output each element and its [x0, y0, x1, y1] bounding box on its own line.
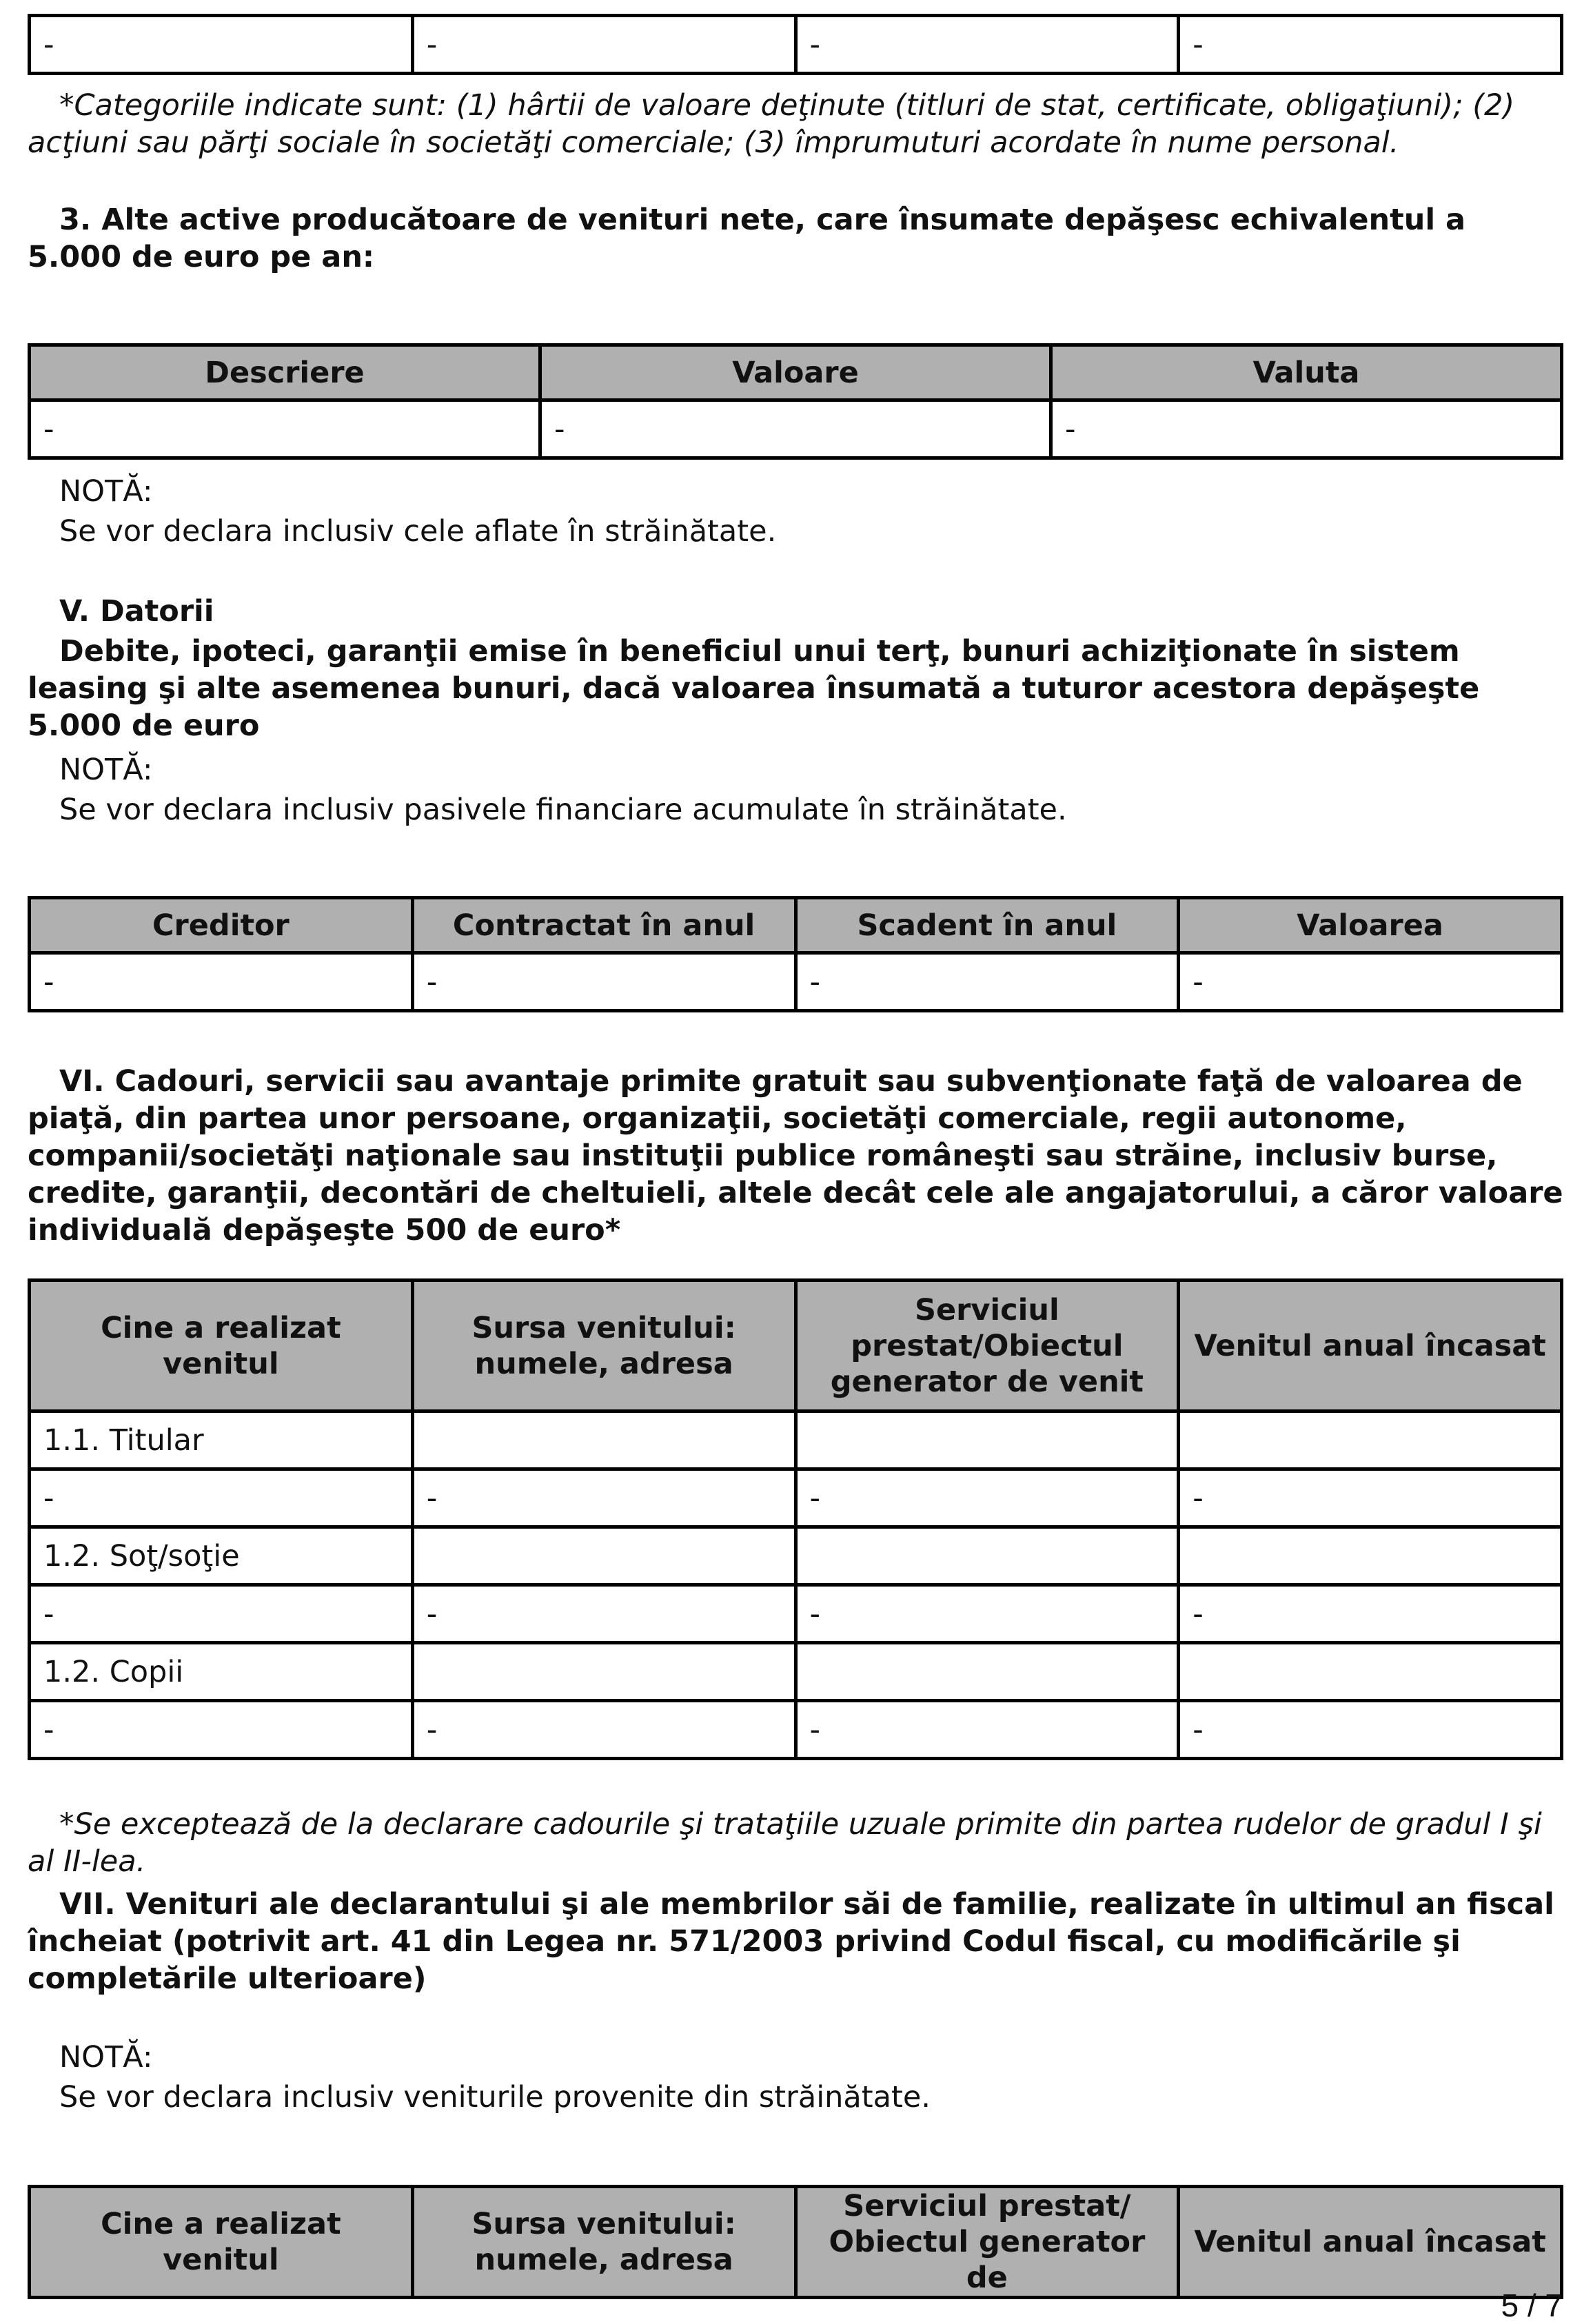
column-header-serviciul: Serviciul prestat/ Obiectul generator de — [795, 2187, 1179, 2298]
table-cell: - — [30, 953, 413, 1011]
column-header-cine: Cine a realizat venitul — [30, 1281, 413, 1411]
section-vi-title: VI. Cadouri, servicii sau avantaje primite gratuit sau subvenţionate faţă de valoarea de piaţă, din partea unor persoane, organizaţii, societăţi comerciale, regii autonome, companii/societăţi naţionale sau instituţii publice româneşti sau străine, inclusiv burse, credite, garanţii, decontări de cheltuieli, altele decât cele ale angajatorului, a căror valoare individuală depăşeşte 500 de euro* — [28, 1064, 1563, 1247]
column-header-venitul: Venitul anual încasat — [1179, 2187, 1562, 2298]
section-v-title: V. Datorii — [59, 594, 214, 629]
table-cell: 1.2. Copii — [30, 1643, 413, 1701]
table-cell: - — [540, 400, 1051, 458]
column-header-valuta: Valuta — [1051, 345, 1562, 400]
table-cell: - — [795, 1585, 1179, 1643]
section-3-heading: 3. Alte active producătoare de venituri nete, care însumate depăşesc echivalentul a 5.000 de euro pe an: — [28, 203, 1466, 274]
column-header-venitul: Venitul anual încasat — [1179, 1281, 1562, 1411]
table-cell: - — [1179, 1585, 1562, 1643]
column-header-valoare: Valoare — [540, 345, 1051, 400]
table-cell: 1.1. Titular — [30, 1411, 413, 1469]
table-cell: - — [412, 1585, 795, 1643]
table-row-copii — [30, 1643, 1562, 1701]
table-cell — [795, 1411, 1179, 1469]
section-v-description: Debite, ipoteci, garanţii emise în beneficiul unui terţ, bunuri achiziţionate în sistem leasing şi alte asemenea bunuri, dacă valoarea însumată a tuturor acestora depăşeşte 5.000 de euro — [28, 634, 1480, 743]
note-text: Se vor declara inclusiv pasivele financiare acumulate în străinătate. — [59, 793, 1067, 827]
column-header-sursa: Sursa venitului: numele, adresa — [412, 2187, 795, 2298]
page-number: 5 / 7 — [1501, 2287, 1563, 2323]
table-cell — [1179, 1527, 1562, 1585]
note-block-section-v — [28, 751, 1593, 828]
column-header-descriere: Descriere — [30, 345, 540, 400]
gifts-table — [28, 1278, 1563, 1760]
table-header-row — [30, 898, 1562, 953]
table-cell: - — [1051, 400, 1562, 458]
table-header-row — [30, 345, 1562, 400]
table-cell — [795, 1643, 1179, 1701]
table-cell: - — [795, 1701, 1179, 1759]
income-table-wrapper — [28, 2185, 1563, 2299]
gifts-table-wrapper — [28, 1278, 1563, 1760]
table-row — [30, 1469, 1562, 1527]
categories-footnote: *Categoriile indicate sunt: (1) hârtii de valoare deţinute (titluri de stat, certificate, obligaţiuni); (2) acţiuni sau părţi sociale în societăţi comerciale; (3) împrumuturi acordate în nume personal. — [28, 88, 1515, 160]
note-label: NOTĂ: — [59, 2040, 153, 2075]
note-label: NOTĂ: — [59, 474, 153, 509]
debts-table-wrapper — [28, 896, 1563, 1012]
table-cell — [1179, 1643, 1562, 1701]
table-cell: - — [30, 1701, 413, 1759]
table-cell: - — [412, 953, 795, 1011]
column-header-scadent: Scadent în anul — [795, 898, 1179, 953]
note-block-section-vii — [28, 2039, 1593, 2116]
table-cell: - — [795, 16, 1179, 74]
assets-table-continuation — [28, 14, 1563, 75]
table-cell — [412, 1643, 795, 1701]
table-row-sot-sotie — [30, 1527, 1562, 1585]
table-cell: 1.2. Soţ/soţie — [30, 1527, 413, 1585]
note-text: Se vor declara inclusiv veniturile provenite din străinătate. — [59, 2080, 931, 2114]
column-header-valoarea: Valoarea — [1179, 898, 1562, 953]
table-cell: - — [412, 1701, 795, 1759]
note-block-section-3 — [28, 473, 1593, 550]
column-header-serviciul: Serviciul prestat/Obiectul generator de venit — [795, 1281, 1179, 1411]
table-cell: - — [30, 400, 540, 458]
section-vii-title: VII. Venituri ale declarantului şi ale membrilor săi de familie, realizate în ultimul an fiscal încheiat (potrivit art. 41 din Legea nr. 571/2003 privind Codul fiscal, cu modificările şi completările ulterioare) — [28, 1887, 1554, 1996]
table-cell: - — [412, 16, 795, 74]
table-header-row — [30, 2187, 1562, 2298]
table-cell: - — [1179, 16, 1562, 74]
table-cell — [412, 1527, 795, 1585]
table-row-titular — [30, 1411, 1562, 1469]
table-cell: - — [30, 1469, 413, 1527]
table-cell: - — [1179, 953, 1562, 1011]
table-cell: - — [795, 953, 1179, 1011]
debts-table — [28, 896, 1563, 1012]
note-label: NOTĂ: — [59, 753, 153, 787]
table-row — [30, 400, 1562, 458]
column-header-creditor: Creditor — [30, 898, 413, 953]
table-cell: - — [1179, 1469, 1562, 1527]
column-header-contractat: Contractat în anul — [412, 898, 795, 953]
table-cell: - — [30, 1585, 413, 1643]
table-cell: - — [412, 1469, 795, 1527]
table-row — [30, 16, 1562, 74]
income-table — [28, 2185, 1563, 2299]
other-assets-table-wrapper — [28, 343, 1563, 460]
table-cell — [1179, 1411, 1562, 1469]
table-row — [30, 1701, 1562, 1759]
top-table — [28, 14, 1563, 75]
table-cell — [412, 1411, 795, 1469]
table-row — [30, 1585, 1562, 1643]
column-header-sursa: Sursa venitului: numele, adresa — [412, 1281, 795, 1411]
table-cell: - — [1179, 1701, 1562, 1759]
other-assets-table — [28, 343, 1563, 460]
table-cell: - — [30, 16, 413, 74]
table-cell — [795, 1527, 1179, 1585]
table-header-row — [30, 1281, 1562, 1411]
note-text: Se vor declara inclusiv cele aflate în străinătate. — [59, 514, 777, 549]
table-row — [30, 953, 1562, 1011]
table-cell: - — [795, 1469, 1179, 1527]
gifts-footnote: *Se exceptează de la declarare cadourile şi trataţiile uzuale primite din partea rudelor de gradul I şi al II-lea. — [28, 1807, 1542, 1879]
column-header-cine: Cine a realizat venitul — [30, 2187, 413, 2298]
